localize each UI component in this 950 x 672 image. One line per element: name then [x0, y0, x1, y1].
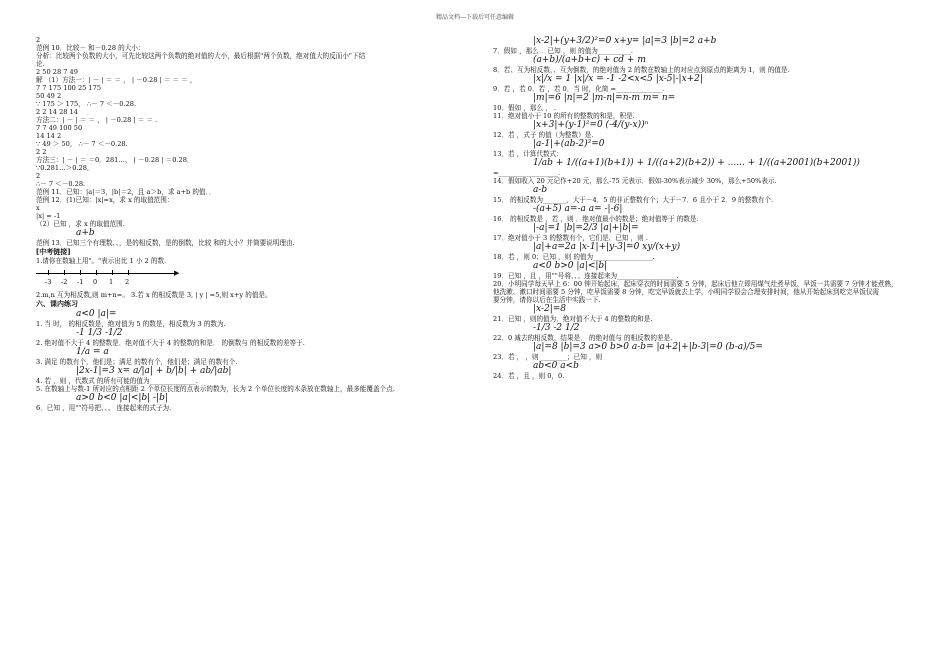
text-line: 1. 当 时， 的相反数是，绝对值为 5 的数是，相反数为 3 的数为. — [36, 320, 226, 328]
text-line: 12．若 ，式子 的值（为整数）是. — [493, 131, 594, 139]
text-line: 7．假如 ，那么 ．已知 ，则 的值为__________. — [493, 47, 633, 55]
text-line: 14 14 2 — [36, 132, 62, 140]
text-line: 17．绝对值小于 3 的整数有个，它们是．已知 ，则 . — [493, 234, 648, 242]
text-line: 他洗漱、漱口时间需要 5 分钟，吃早饭需要 8 分钟，吃完早饭就去上学，小明同学很会合理安排时间，他从开始起床到吃完早饭仅需 — [493, 288, 880, 296]
math-formula: a-b — [533, 185, 548, 195]
math-formula: |x-2|+(y+3/2)²=0 x+y= |a|=3 |b|=2 a+b — [533, 36, 717, 46]
math-formula: |-a|=1 |b|=2/3 |a|+|b|= — [533, 223, 639, 233]
text-line: 19．已知 ，且 ，用""号将、、、连接起来为__________________. — [493, 272, 679, 280]
math-formula: a+b — [76, 228, 95, 238]
text-line: ∵0.281…＞0.28, — [36, 164, 90, 172]
text-line: x — [36, 204, 40, 212]
math-formula: -1 1/3 -1/2 — [76, 328, 123, 338]
text-line: 2 50 28 7 49 — [36, 68, 78, 76]
math-formula: 1/ab + 1/((a+1)(b+1)) + 1/((a+2)(b+2)) + ...... + 1/((a+2001)(b+2001)) — [533, 158, 860, 168]
text-line: 3. 满足 的数有个，他们是；满足 的数有个，他们是；满足 的数有个. — [36, 358, 238, 366]
section-heading: 六、课内练习 — [36, 300, 78, 308]
text-line: =__________________. — [493, 169, 560, 177]
left-column — [36, 36, 464, 412]
math-formula: 1/a = a — [76, 347, 109, 357]
text-line: 2 2 14 28 14 — [36, 108, 78, 116]
number-line-label: 0 — [93, 278, 98, 286]
arrow-right-icon: ▶ — [174, 269, 180, 277]
text-line: 2 — [36, 36, 41, 44]
text-line: 8．若、互为相反数，、互为倒数，的绝对值为 2 的数在数轴上的对应点到原点的距离为 1，则 的值是. — [493, 66, 790, 74]
math-formula: |x|/x = 1 |x|/x = -1 -2<x<5 |x-5|-|x+2| — [533, 74, 703, 84]
text-line: 范例 11．已知：|a|＝3，|b|＝2，且 a＞b，求 a+b 的值．． — [36, 188, 216, 196]
math-formula: -(a+5) a=-a a= -|-6| — [533, 204, 623, 214]
math-formula: ab<0 a<b — [533, 361, 579, 371]
math-formula: (a+b)/(a+b+c) + cd + m — [533, 55, 646, 65]
text-line: 20．小明同学每天早上 6：00 钟开始起床，起床穿衣的时间需要 5 分钟，起床后他立即用煤气灶煮早饭，早饭一共需要 7 分钟才能煮熟， — [493, 280, 898, 288]
text-line: 7 7 49 100 50 — [36, 124, 83, 132]
text-line: 23．若 ， ，则 ________；已知 ，则 — [493, 353, 603, 361]
text-line: 18．若 ，则 0；已知 ，则 的值为__________________. — [493, 253, 655, 261]
text-line: 4. 若 ，则 ，代数式 的所有可能的值为______________. — [36, 377, 198, 385]
text-line: 2 2 — [36, 148, 47, 156]
text-line: 范例 10．比较－ 和－0.28 的大小： — [36, 44, 145, 52]
number-line-tick — [96, 270, 97, 275]
text-line: |x| = -1 — [36, 212, 61, 220]
text-line: 9．若 ，若 0．若 ，若 0．当 时，化简 =______________. — [493, 85, 665, 93]
text-line: 分析：比较两个负数的大小，可先比较这两个负数的绝对值的大小，最后根据"两个负数，绝对值大的反而小"下结 — [36, 52, 366, 60]
text-line: 2.m,n 互为相反数,则 m+n=。 3.若 x 的相反数是 3, | y | =5,则 x+y 的值是。 — [36, 291, 272, 299]
math-formula: -1/3 -2 1/2 — [533, 323, 580, 333]
text-line: 50 49 2 — [36, 92, 62, 100]
math-formula: a>0 b<0 |a|<|b| -|b| — [76, 393, 168, 403]
text-line: 范例 13．已知三个有理数、、，是的相反数，是的倒数，比较 和的大小？并简要说明理由. — [36, 239, 295, 247]
text-line: 15． 的相反数为_______，大于－4．5 的非正整数有个；大于－7．6 且小于 2．9 的整数有个. — [493, 196, 774, 204]
number-line-label: -3 — [45, 278, 52, 286]
text-line: 2 — [36, 172, 41, 180]
text-line: 范例 12．(1)已知：|x|=x，求 x 的取值范围： — [36, 196, 174, 204]
number-line-label: -1 — [77, 278, 84, 286]
math-formula: |x-2|=8 — [533, 304, 567, 314]
text-line: 方法三：| － | ＝ ＝0．281…， | －0.28 | ＝0.28． — [36, 156, 194, 164]
number-line-tick — [80, 270, 81, 275]
math-formula: |a|=8 |b|=3 a>0 b>0 a-b= |a+2|+|b-3|=0 (b-a)/5= — [533, 342, 763, 352]
math-formula: a<0 b>0 |a|<|b| — [533, 261, 608, 271]
text-line: 21．已知 ，则的值为．绝对值不大于 4 的整数的和是. — [493, 315, 653, 323]
math-formula: |x+3|+(y-1)²=0 (-4/(y-x))ⁿ — [533, 120, 649, 130]
text-line: 6．已知 ，用""符号把、、、 连接起来的式子为. — [36, 404, 172, 412]
text-line: 10．假如 ，那么 ， . — [493, 104, 556, 112]
math-formula: |2x-1|=3 x= a/|a| + b/|b| + ab/|ab| — [76, 366, 232, 376]
number-line-label: -2 — [61, 278, 68, 286]
text-line: 22．0 减去的相反数，结果是． 的绝对值与 的相反数的差是. — [493, 334, 673, 342]
text-line: 24．若 ，且 ，则 0，0. — [493, 372, 565, 380]
page-header: 精品文档---下载后可任意编辑 — [435, 14, 515, 21]
text-line: 1.请你在数轴上用"。"表示出比 1 小 2 的数. — [36, 257, 167, 265]
text-line: ∴－ 7 ＜－0.28. — [36, 180, 86, 188]
text-line: 方法二：| － | ＝ ＝ ， | －0.28 | ＝ ＝ . — [36, 116, 158, 124]
text-line: 论. — [36, 60, 45, 68]
math-formula: |a-1|+(ab-2)²=0 — [533, 139, 605, 149]
number-line-axis — [36, 273, 176, 274]
section-heading: [中考链接] — [36, 248, 71, 256]
number-line-tick — [128, 270, 129, 275]
number-line-tick — [64, 270, 65, 275]
text-line: 14．假如收入 20 元记作+20 元，那么-75 元表示．假如-30%表示减少 30%，那么+50%表示. — [493, 177, 777, 185]
math-formula: |m|=6 |n|=2 |m-n|=n-m m= n= — [533, 93, 676, 103]
math-formula: |a|+a=2a |x-1|+|y-3|=0 xy/(x+y) — [533, 242, 681, 252]
text-line: ∵ 49 ＞ 50， ∴－ 7 ＜－0.28. — [36, 140, 128, 148]
text-line: ∵ 175 ＞ 175， ∴－ 7 ＜－0.28. — [36, 100, 137, 108]
text-line: 7 7 175 100 25 175 — [36, 84, 102, 92]
number-line-tick — [48, 270, 49, 275]
number-line-tick — [112, 270, 113, 275]
number-line — [36, 267, 464, 289]
math-formula: a<0 |a|= — [76, 309, 117, 319]
text-line: 解 （1）方法一：| － | ＝ ＝ ， | －0.28 | ＝ ＝ ＝ ， — [36, 76, 197, 84]
text-line: 13．若 ，计算代数式： — [493, 150, 563, 158]
text-line: 11．绝对值小于 10 的所有的整数的和是，积是. — [493, 112, 635, 120]
text-line: 16． 的相反数是 ，若 ，则 ．绝对值最小的数是；绝对值等于 的数是. — [493, 215, 699, 223]
right-column — [493, 36, 923, 380]
text-line: 2. 绝对值不大于 4 的整数是．绝对值不大于 4 的整数的和是． 的倒数与 的相反数的差等于. — [36, 339, 305, 347]
text-line: 要分钟，请你以后在生活中实践一下. — [493, 296, 601, 304]
number-line-label: 2 — [125, 278, 130, 286]
text-line: （2）已知 ，求 x 的取值范围. — [36, 220, 125, 228]
text-line: 5. 在数轴上与数-1 所对应的点相距 2 个单位长度的点表示的数为，长为 2 个单位长度的木条放在数轴上，最多能覆盖个点. — [36, 385, 395, 393]
number-line-label: 1 — [109, 278, 114, 286]
